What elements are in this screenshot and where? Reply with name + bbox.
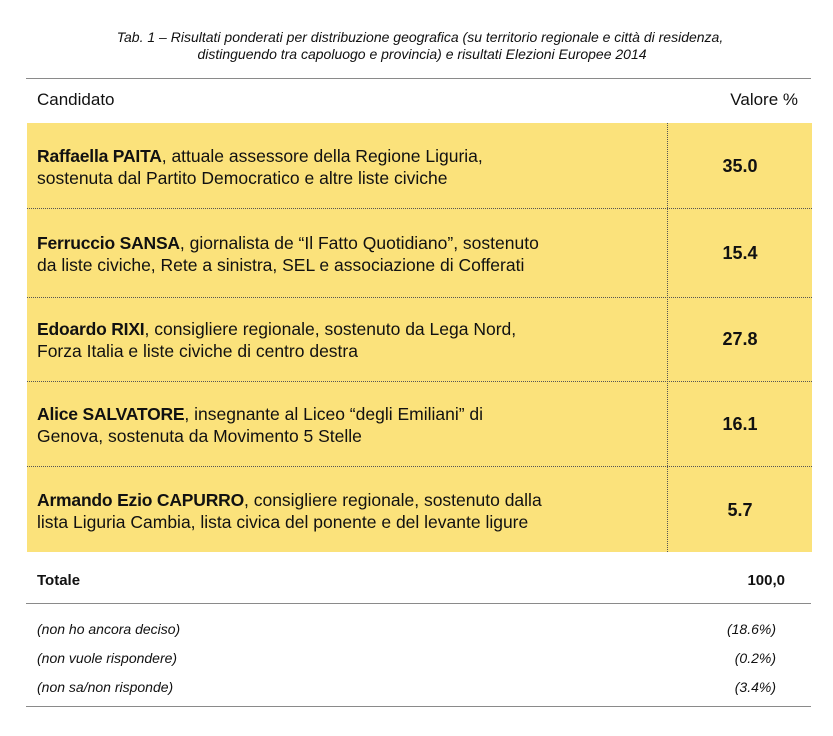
top-rule (26, 78, 811, 79)
bottom-rule (26, 706, 811, 707)
row-separator (27, 466, 812, 467)
table-caption (20, 29, 820, 63)
candidate-name: Edoardo RIXI (37, 319, 145, 339)
candidate-description: , insegnante al Liceo “degli Emiliani” di (184, 404, 484, 424)
candidate-row (37, 145, 662, 189)
candidate-value: 27.8 (722, 329, 758, 349)
note-label: (non sa/non risponde) (37, 679, 174, 695)
note-label: (non ho ancora deciso) (37, 621, 181, 637)
total-rule (26, 603, 811, 604)
candidate-description: , consigliere regionale, sostenuto da Lega Nord, (144, 319, 517, 339)
candidate-name: Armando Ezio CAPURRO (37, 490, 244, 510)
candidate-row (37, 318, 662, 362)
candidate-description: , consigliere regionale, sostenuto dalla (243, 490, 542, 510)
candidate-row (37, 489, 662, 533)
candidate-description-2: lista Liguria Cambia, lista civica del ponente e del levante ligure (37, 512, 529, 532)
candidate-name: Ferruccio SANSA (37, 233, 180, 253)
candidate-description-2: da liste civiche, Rete a sinistra, SEL e associazione di Cofferati (37, 255, 525, 275)
candidate-description: , giornalista de “Il Fatto Quotidiano”, sostenuto (179, 233, 539, 253)
total-label: Totale (37, 572, 81, 589)
candidate-name: Raffaella PAITA (37, 146, 162, 166)
candidate-name: Alice SALVATORE (37, 404, 185, 424)
caption-line-2: distinguendo tra capoluogo e provincia) e risultati Elezioni Europee 2014 (197, 46, 647, 62)
candidate-description: , attuale assessore della Regione Liguria, (161, 146, 483, 166)
header-value: Valore % (730, 90, 798, 109)
row-separator (27, 297, 812, 298)
total-value: 100,0 (747, 572, 785, 589)
caption-line-1: Tab. 1 – Risultati ponderati per distribuzione geografica (su territorio regionale e città di residenza, (116, 29, 724, 45)
note-label: (non vuole rispondere) (37, 650, 178, 666)
candidate-value: 5.7 (727, 500, 753, 520)
candidate-value: 35.0 (722, 156, 758, 176)
note-value: (18.6%) (726, 621, 776, 637)
candidate-description-2: Genova, sostenuta da Movimento 5 Stelle (37, 426, 362, 446)
candidate-description-2: Forza Italia e liste civiche di centro destra (37, 341, 358, 361)
candidate-row (37, 403, 662, 447)
row-separator (27, 381, 812, 382)
row-separator (27, 208, 812, 209)
candidate-value: 16.1 (722, 414, 758, 434)
candidate-description-2: sostenuta dal Partito Democratico e altre liste civiche (37, 168, 448, 188)
candidate-row (37, 232, 662, 276)
note-value: (3.4%) (734, 679, 776, 695)
header-candidate: Candidato (37, 90, 115, 109)
candidate-value: 15.4 (722, 243, 758, 263)
note-value: (0.2%) (734, 650, 776, 666)
